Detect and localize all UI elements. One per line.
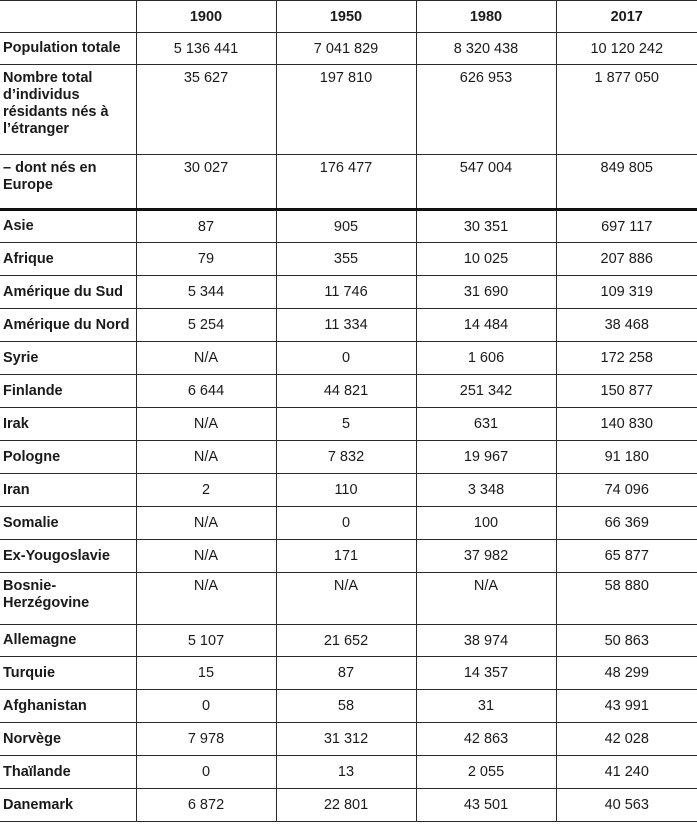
row-label: Norvège — [0, 723, 136, 756]
table-cell: 631 — [416, 408, 556, 441]
row-label: Amérique du Sud — [0, 276, 136, 309]
row-label: Iran — [0, 474, 136, 507]
table-row — [0, 723, 697, 756]
table-row — [0, 65, 697, 155]
table-row — [0, 657, 697, 690]
table-cell: 3 348 — [416, 474, 556, 507]
row-label: Afrique — [0, 243, 136, 276]
table-cell: 7 041 829 — [276, 33, 416, 65]
table-cell: 48 299 — [556, 657, 697, 690]
table-cell: N/A — [136, 408, 276, 441]
table-cell: 626 953 — [416, 65, 556, 155]
table-row — [0, 474, 697, 507]
column-header: 2017 — [556, 1, 697, 33]
table-cell: 2 — [136, 474, 276, 507]
header-row — [0, 1, 697, 33]
table-cell: 547 004 — [416, 155, 556, 210]
table-cell: 7 978 — [136, 723, 276, 756]
table-cell: N/A — [136, 441, 276, 474]
table-cell: 197 810 — [276, 65, 416, 155]
table-cell: 0 — [276, 342, 416, 375]
table-cell: 19 967 — [416, 441, 556, 474]
table-cell: N/A — [416, 573, 556, 625]
table-cell: 171 — [276, 540, 416, 573]
row-label: Population totale — [0, 33, 136, 65]
table-cell: 849 805 — [556, 155, 697, 210]
row-label: Danemark — [0, 789, 136, 822]
table-cell: 40 563 — [556, 789, 697, 822]
table-cell: 30 351 — [416, 210, 556, 243]
row-label: Ex-Yougoslavie — [0, 540, 136, 573]
table-cell: 14 357 — [416, 657, 556, 690]
column-header: 1980 — [416, 1, 556, 33]
table-cell: 31 — [416, 690, 556, 723]
table-cell: 65 877 — [556, 540, 697, 573]
table-cell: 697 117 — [556, 210, 697, 243]
table-cell: 31 312 — [276, 723, 416, 756]
table-row — [0, 756, 697, 789]
row-label: Asie — [0, 210, 136, 243]
table-cell: 110 — [276, 474, 416, 507]
table-cell: 176 477 — [276, 155, 416, 210]
table-row — [0, 342, 697, 375]
table-cell: 14 484 — [416, 309, 556, 342]
table-cell: 38 468 — [556, 309, 697, 342]
table-row — [0, 309, 697, 342]
table-cell: 207 886 — [556, 243, 697, 276]
table-cell: 31 690 — [416, 276, 556, 309]
table-cell: 5 254 — [136, 309, 276, 342]
table-row — [0, 441, 697, 474]
corner-cell — [0, 1, 136, 33]
table-row — [0, 408, 697, 441]
column-header: 1900 — [136, 1, 276, 33]
table-row — [0, 507, 697, 540]
table-cell: 79 — [136, 243, 276, 276]
table-row — [0, 573, 697, 625]
table-row — [0, 243, 697, 276]
table-row — [0, 375, 697, 408]
table-cell: 87 — [136, 210, 276, 243]
table-cell: 21 652 — [276, 625, 416, 657]
table-row — [0, 540, 697, 573]
table-cell: 42 863 — [416, 723, 556, 756]
table-cell: 43 991 — [556, 690, 697, 723]
table-cell: 22 801 — [276, 789, 416, 822]
table-cell: 109 319 — [556, 276, 697, 309]
table-row — [0, 276, 697, 309]
table-cell: 140 830 — [556, 408, 697, 441]
table-cell: 6 872 — [136, 789, 276, 822]
row-label: Nombre total d’individus résidants nés à l’étranger — [0, 65, 136, 155]
table-cell: 43 501 — [416, 789, 556, 822]
table-cell: 1 606 — [416, 342, 556, 375]
row-label: Afghanistan — [0, 690, 136, 723]
table-cell: 11 746 — [276, 276, 416, 309]
table-cell: 74 096 — [556, 474, 697, 507]
table-cell: 7 832 — [276, 441, 416, 474]
table-cell: 58 880 — [556, 573, 697, 625]
column-header: 1950 — [276, 1, 416, 33]
table-cell: 42 028 — [556, 723, 697, 756]
table-cell: 87 — [276, 657, 416, 690]
table-row — [0, 625, 697, 657]
table-cell: N/A — [136, 507, 276, 540]
table-cell: 1 877 050 — [556, 65, 697, 155]
table-cell: 172 258 — [556, 342, 697, 375]
table-cell: 66 369 — [556, 507, 697, 540]
table-cell: N/A — [136, 540, 276, 573]
table-cell: 44 821 — [276, 375, 416, 408]
row-label: Amérique du Nord — [0, 309, 136, 342]
table-cell: 150 877 — [556, 375, 697, 408]
table-cell: 355 — [276, 243, 416, 276]
table-cell: 38 974 — [416, 625, 556, 657]
table-cell: 5 — [276, 408, 416, 441]
table-cell: 905 — [276, 210, 416, 243]
table-cell: 30 027 — [136, 155, 276, 210]
row-label: Turquie — [0, 657, 136, 690]
row-label: – dont nés en Europe — [0, 155, 136, 210]
table-cell: 251 342 — [416, 375, 556, 408]
table-cell: 0 — [276, 507, 416, 540]
row-label: Finlande — [0, 375, 136, 408]
table-cell: 5 136 441 — [136, 33, 276, 65]
row-label: Irak — [0, 408, 136, 441]
table-cell: 35 627 — [136, 65, 276, 155]
table-row — [0, 789, 697, 822]
table-cell: 10 025 — [416, 243, 556, 276]
table-cell: 10 120 242 — [556, 33, 697, 65]
row-label: Thaïlande — [0, 756, 136, 789]
table-row — [0, 155, 697, 210]
table-cell: N/A — [136, 573, 276, 625]
table-cell: 58 — [276, 690, 416, 723]
row-label: Pologne — [0, 441, 136, 474]
table-cell: 0 — [136, 690, 276, 723]
table-cell: N/A — [136, 342, 276, 375]
table-cell: 6 644 — [136, 375, 276, 408]
table-cell: 37 982 — [416, 540, 556, 573]
table-cell: 5 107 — [136, 625, 276, 657]
row-label: Syrie — [0, 342, 136, 375]
table-cell: 11 334 — [276, 309, 416, 342]
table-cell: 8 320 438 — [416, 33, 556, 65]
table-cell: 41 240 — [556, 756, 697, 789]
row-label: Bosnie-Herzégovine — [0, 573, 136, 625]
row-label: Allemagne — [0, 625, 136, 657]
table-cell: 5 344 — [136, 276, 276, 309]
table-cell: 91 180 — [556, 441, 697, 474]
table-cell: 100 — [416, 507, 556, 540]
table-cell: 13 — [276, 756, 416, 789]
table-cell: 0 — [136, 756, 276, 789]
table-cell: 2 055 — [416, 756, 556, 789]
table-cell: N/A — [276, 573, 416, 625]
table-cell: 50 863 — [556, 625, 697, 657]
row-label: Somalie — [0, 507, 136, 540]
table-row — [0, 210, 697, 243]
table-row — [0, 33, 697, 65]
table-row — [0, 690, 697, 723]
table-cell: 15 — [136, 657, 276, 690]
